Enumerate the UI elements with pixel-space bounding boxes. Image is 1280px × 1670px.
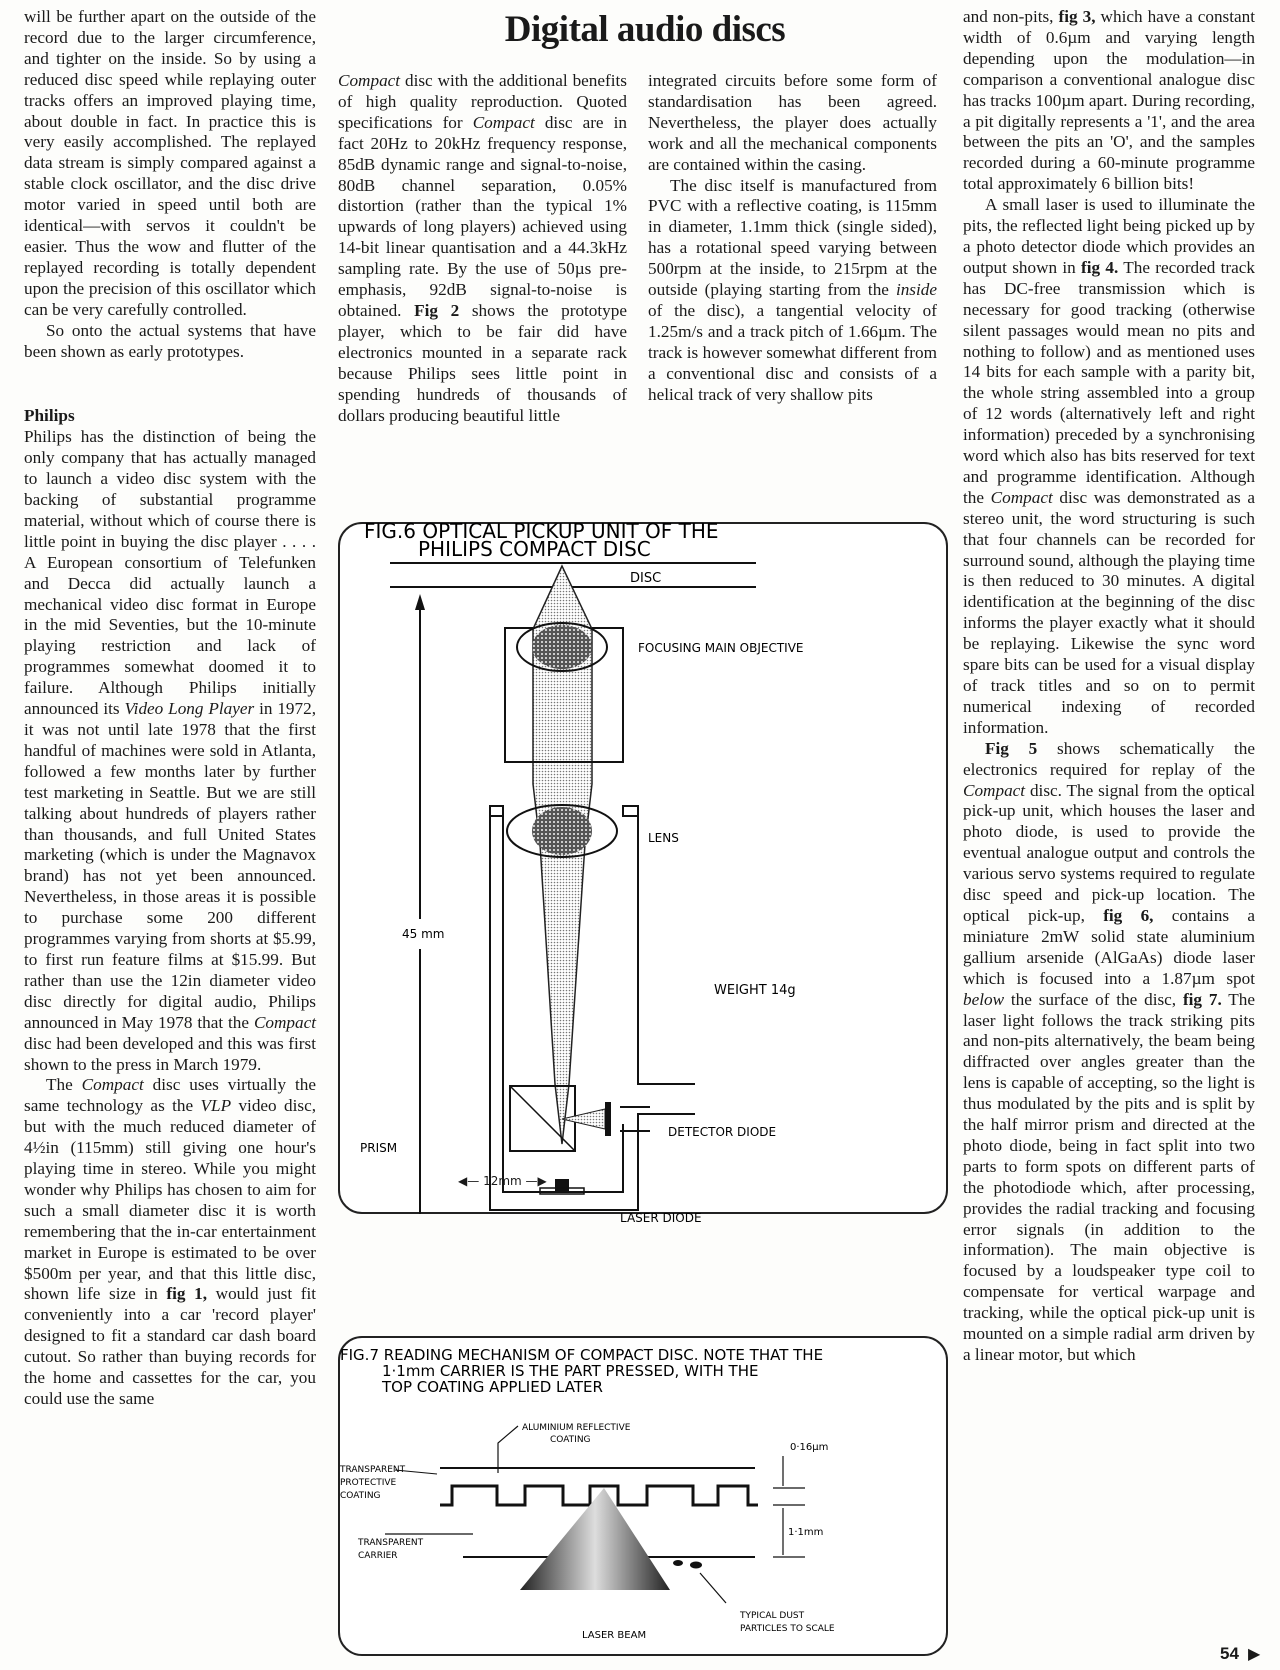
objective-lens [532, 625, 592, 669]
paragraph: The disc itself is manufactured from PVC with a reflective coating, is 115mm in diameter, 1.1mm thick (single sided), has a rotational speed varying between 500rpm at the inside, to 215rpm at the outside (playing starting from the inside of the disc), a tangential velocity of 1.25m/s and a track pitch of 1.66µm. The track is however somewhat different from a conventional disc and consists of a helical track of very shallow pits [648, 175, 937, 404]
label-aluminium-1: ALUMINIUM REFLECTIVE [522, 1423, 631, 1433]
figure-6-diagram [340, 519, 946, 1225]
dust-particle [690, 1562, 702, 1569]
label-prism: PRISM [360, 1141, 398, 1155]
column-3 [648, 71, 937, 406]
label-carrier-2: CARRIER [358, 1551, 398, 1561]
label-protective-1: TRANSPARENT [340, 1465, 406, 1475]
dust-pointer [700, 1573, 726, 1603]
detector-diode [605, 1102, 611, 1136]
figure-7-title-line3: TOP COATING APPLIED LATER [382, 1378, 603, 1396]
arrow-left-icon: ◀— [458, 1174, 480, 1188]
label-detector-diode: DETECTOR DIODE [668, 1125, 777, 1139]
width-dimension [458, 1174, 547, 1188]
pickup-body-outer [490, 806, 695, 1210]
figure-7-diagram [340, 1338, 946, 1654]
figure-7-title-line1: FIG.7 READING MECHANISM OF COMPACT DISC. NOTE THAT THE [340, 1346, 824, 1364]
paragraph: The Compact disc uses virtually the same technology as the VLP video disc, but with the much reduced diameter of 4½in (115mm) still giving one hour's playing time in stereo. While you might wonder why Philips has chosen to aim for such a small diameter disc it is worth remembering that the in-car entertainment market in Europe is estimated to be over $500m per year, and that this little disc, shown life size in fig 1, would just fit conveniently into a car 'record player' designed to fit a standard car dash board cutout. So rather than buying records for the home and cassettes for the car, you could use the same [24, 1075, 316, 1408]
paragraph: A small laser is used to illuminate the pits, the reflected light being picked up by a photo detector diode which provides an output shown in fig 4. The recorded track has DC-free transmission which is necessary for good tracking (otherwise silent passages would mean no pits and nothing to follow) and as mentioned uses 14 bits for each sample with a parity bit, the whole string assembled into a group of 12 words (alternatively left and right information) preceded by a synchronising word which also has bits reserved for text and programme identification. Although the Compact disc was demonstrated as a stereo unit, the word structuring is such that four channels can be recorded for surround sound, although the playing time is then reduced to 30 minutes. A digital identification at the beginning of the disc informs the player exactly what it should be replaying. Likewise the sync word spare bits can be used for a visual display of track titles and so on to permit numerical indexing of recorded information. [963, 195, 1255, 737]
label-carrier-1: TRANSPARENT [358, 1538, 424, 1548]
pickup-body-right [638, 806, 695, 1084]
label-protective-2: PROTECTIVE [340, 1478, 397, 1488]
figure-6-optical-pickup [338, 519, 948, 1225]
column-2 [338, 71, 627, 426]
label-focusing-objective: FOCUSING MAIN OBJECTIVE [638, 641, 804, 655]
label-lens: LENS [648, 831, 679, 845]
figure-7-reading-mechanism [338, 1336, 948, 1656]
label-thickness-coating: 0·16µm [790, 1442, 829, 1453]
right-triangle-icon[interactable]: ▶ [1248, 1646, 1261, 1663]
section-heading-philips: Philips [24, 406, 75, 426]
label-width: 12mm [483, 1174, 522, 1188]
label-dust-2: PARTICLES TO SCALE [740, 1624, 835, 1634]
figure-7-title-line2: 1·1mm CARRIER IS THE PART PRESSED, WITH THE [382, 1362, 759, 1380]
reflected-beam [562, 1109, 605, 1129]
column-1 [24, 7, 316, 1410]
arrow-right-icon: —▶ [525, 1174, 547, 1188]
arrow-up-icon [415, 594, 425, 610]
label-weight: WEIGHT 14g [714, 983, 796, 998]
paragraph: Fig 5 shows schematically the electronics required for replay of the Compact disc. The signal from the optical pick-up unit, which houses the laser and photo diode, is used to provide the eventual analogue output and controls the various servo systems required to regulate disc speed and pick-up location. The optical pick-up, fig 6, contains a miniature 2mW solid state aluminium gallium arsenide (AlGaAs) diode laser which is focused into a 1.87µm spot below the surface of the disc, fig 7. The laser light follows the track striking pits and non-pits alternatively, the beam being diffracted over angles greater than the lens is capable of accepting, so the light is thus modulated by the pits and is split by the half mirror prism and directed at the photo diode, being in fact split into two parts to form spots on different parts of the photodiode which, after processing, provides the radial tracking and focusing error signals (in addition to the information). The main objective is focused by a loudspeaker type coil to compensate for vertical warpage and tracking, while the optical pick-up unit is mounted on a simple radial arm driven by a linear motor, but which [963, 738, 1255, 1364]
label-disc: DISC [630, 571, 662, 586]
label-laser-diode: LASER DIODE [620, 1211, 702, 1225]
figure-6-title-line1: FIG.6 OPTICAL PICKUP UNIT OF THE [364, 519, 719, 543]
label-protective-3: COATING [340, 1491, 381, 1501]
paragraph: integrated circuits before some form of standardisation has been agreed. Nevertheless, the player does actually work and all the mechanical components are contained within the casing. [648, 71, 937, 174]
article-title: Digital audio discs [504, 9, 786, 50]
page-number: 54 [1220, 1644, 1239, 1663]
lens [532, 807, 592, 855]
label-dust-1: TYPICAL DUST [740, 1611, 805, 1621]
label-laser-beam: LASER BEAM [582, 1630, 647, 1641]
paragraph: So onto the actual systems that have been shown as early prototypes. [24, 320, 316, 361]
dust-particle [673, 1560, 683, 1566]
paragraph: will be further apart on the outside of the record due to the larger circumference, and tighter on the inside. So by using a reduced disc speed while replaying outer tracks offers an improved playing time, about double in fact. In practice this is very easily accomplished. The replayed data stream is simply compared against a stable clock oscillator, and the disc drive motor varied in speed until both are identical—with servos it couldn't be easier. Thus the wow and flutter of the replayed recording is totally dependent upon the precision of this oscillator which can be very carefully controlled. [24, 7, 316, 319]
figure-6-title-line2: PHILIPS COMPACT DISC [418, 537, 651, 561]
paragraph: Philips has the distinction of being the only company that has actually managed to launch a video disc system with the backing of substantial programme material, without which of course there is little point in buying the disc player . . . . A European consortium of Telefunken and Decca did actually launch a mechanical video disc format in Europe in the mid Seventies, but the 10-minute playing restriction and lack of programmes somewhat doomed it to failure. Although Philips initially announced its Video Long Player in 1972, it was not until late 1978 that the first handful of machines were sold in Atlanta, followed a few months later by further test marketing in Seattle. But we are still talking about hundreds of players rather than thousands, and full United States marketing (which is under the Magnavox brand) has not yet been announced. Nevertheless, in those areas it is possible to purchase some 200 different programmes varying from shorts at $5.99, to first run feature films at $15.99. But rather than use the 12in diameter video disc directly for digital audio, Philips announced in May 1978 that the Compact disc had been developed and this was first shown to the press in March 1979. [24, 427, 316, 1074]
aluminium-pointer [498, 1426, 518, 1473]
label-aluminium-2: COATING [550, 1435, 591, 1445]
laser-chip [555, 1179, 569, 1191]
column-4 [963, 7, 1255, 1366]
label-thickness-carrier: 1·1mm [788, 1527, 824, 1538]
paragraph: Compact disc with the additional benefits of high quality reproduction. Quoted specifications for Compact disc are in fact 20Hz to 20kHz frequency response, 85dB dynamic range and signal-to-noise, 80dB channel separation, 0.05% distortion (rather than the typical 1% upwards of long players) achieved using 14-bit linear quantisation and a 44.3kHz sampling rate. By the use of 50µs pre-emphasis, 92dB signal-to-noise is obtained. Fig 2 shows the prototype player, which to be fair did have electronics mounted in a separate rack because Philips sees little point in spending hundreds of thousands of dollars producing beautiful little [338, 71, 627, 425]
paragraph: and non-pits, fig 3, which have a constant width of 0.6µm and varying length depending upon the modulation—in comparison a conventional analogue disc has tracks 100µm apart. During recording, a pit digitally represents a '1', and the area between the pits an 'O', and the samples recorded during a 60-minute programme total approximately 6 billion bits! [963, 7, 1256, 194]
label-height: 45 mm [402, 927, 445, 941]
